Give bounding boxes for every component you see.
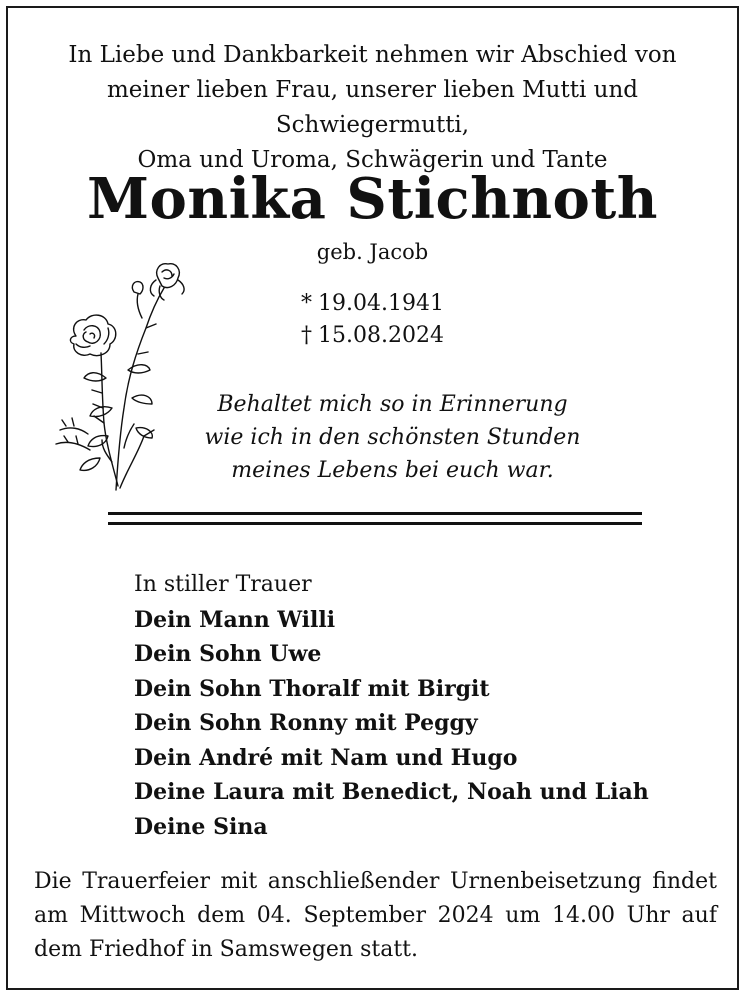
death-cross-icon: † — [301, 323, 313, 348]
funeral-notice: Die Trauerfeier mit anschließender Urnenbeisetzung findet am Mittwoch dem 04. September 2024 um 14.00 Uhr auf dem Friedhof in Samswegen statt. — [34, 869, 717, 962]
birth-name: geb. Jacob — [316, 240, 429, 264]
birth-date: 19.04.1941 — [318, 291, 444, 316]
mourner-entry: Dein Mann Willi — [134, 606, 336, 633]
mourner-entry: Dein Sohn Ronny mit Peggy — [134, 710, 478, 736]
verse-line: wie ich in den schönsten Stunden — [204, 425, 581, 450]
deceased-name: Monika Stichnoth — [87, 166, 658, 232]
divider-line-top — [108, 512, 642, 515]
mourner-entry: Dein Sohn Thoralf mit Birgit — [134, 675, 490, 702]
mourner-entry: Deine Sina — [134, 813, 268, 840]
verse-line: meines Lebens bei euch war. — [231, 458, 554, 483]
mourners-heading: In stiller Trauer — [134, 572, 312, 597]
mourners-list — [134, 568, 649, 844]
memorial-verse — [148, 388, 637, 487]
divider-line-bottom — [108, 522, 642, 525]
intro-line: Oma und Uroma, Schwägerin und Tante — [137, 147, 608, 173]
death-date: 15.08.2024 — [318, 323, 444, 348]
mourner-entry: Dein André mit Nam und Hugo — [134, 744, 518, 771]
mourner-entry: Deine Laura mit Benedict, Noah und Liah — [134, 779, 649, 805]
intro-text — [8, 38, 737, 178]
mourner-entry: Dein Sohn Uwe — [134, 641, 322, 667]
obituary-card — [6, 6, 739, 990]
intro-line: meiner lieben Frau, unserer lieben Mutti und Schwiegermutti, — [107, 77, 638, 138]
intro-line: In Liebe und Dankbarkeit nehmen wir Abschied von — [68, 42, 677, 68]
birth-star-icon: * — [301, 291, 313, 316]
verse-line: Behaltet mich so in Erinnerung — [217, 392, 568, 417]
